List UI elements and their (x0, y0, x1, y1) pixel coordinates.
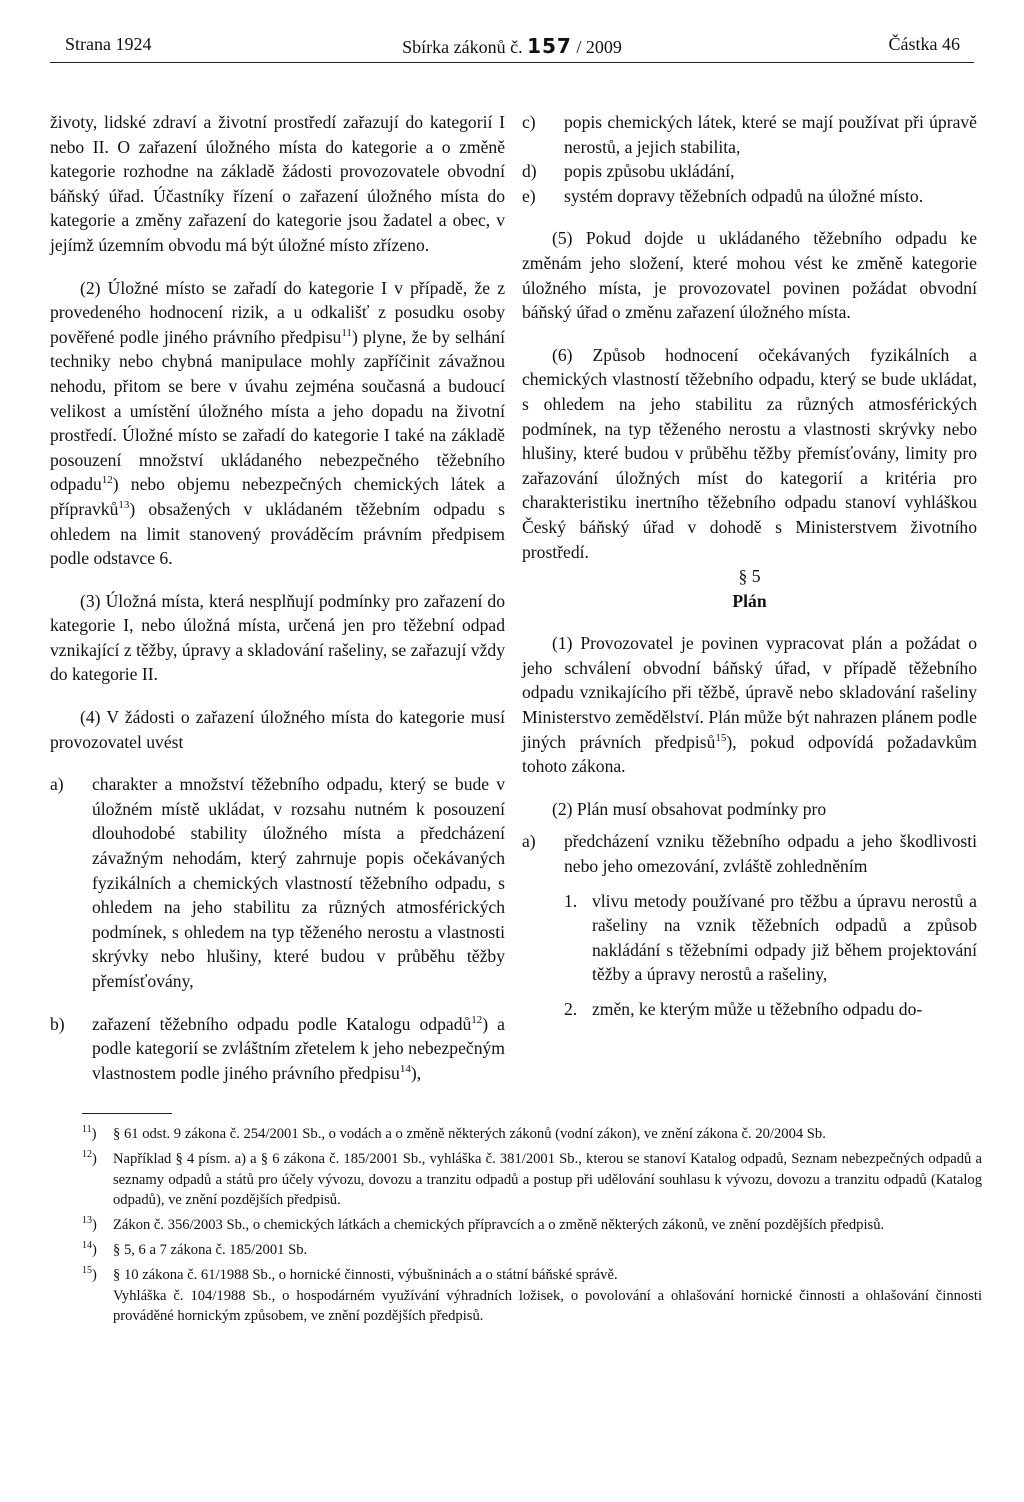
list-item-b (50, 1012, 505, 1086)
footnote-mark-number: 11 (82, 1124, 92, 1136)
list-item-text-a: zařazení těžebního odpadu podle Katalogu odpadů (92, 1013, 472, 1034)
list-item-text: předcházení vzniku těžebního odpadu a jeho škodlivosti nebo jeho omezování, zvláště zohledněním (564, 831, 977, 877)
paragraph-2 (50, 276, 505, 571)
list-item-label: e) (522, 185, 536, 206)
paragraph-2-text-a: (2) Úložné místo se zařadí do kategorie I v případě, že z provedeného hodnocení rizik, a u odkališť z posudku osoby pověřené podle jiného právního předpisu (50, 277, 505, 347)
paragraph-6: (6) Způsob hodnocení očekávaných fyzikálních a chemických vlastností těžebního odpadu, který se bude ukládat, s ohledem na jeho stabilitu za různých atmosférických podmínek, na typ těženého nerostu a vlastnosti skrývky nebo hlušiny, které budou v průběhu těžby přemísťovány, limity pro zařazování úložných míst do kategorií a kritéria pro charakteristiku inertního těžebního odpadu stanoví vyhláškou Český báňský úřad v dohodě s Ministerstvem životního prostředí. (522, 344, 977, 562)
sub-item-label: 2. (564, 999, 578, 1019)
footnote-text: Například § 4 písm. a) a § 6 zákona č. 185/2001 Sb., vyhláška č. 381/2001 Sb., kterou se stanoví Katalog odpadů, Seznam nebezpečných odpadů a seznamy odpadů a států pro účely vývozu, dovozu a tranzitu odpadů a postup při udělování souhlasu k vývozu, dovozu a tranzitu odpadů (Katalog odpadů), ve znění pozdějších předpisů. (113, 1150, 982, 1209)
paragraph-2-text-d: ) obsažených v ukládaném těžebním odpadu s ohledem na limit stanovený prováděcím právním předpisem podle odstavce 6. (50, 498, 505, 569)
section-paragraph-1 (522, 631, 977, 779)
footnote-text-line-2: Vyhláška č. 104/1988 Sb., o hospodárném využívání výhradních ložisek, o povolování a ohlašování hornické činnosti a ohlašování činnosti prováděné hornickým způsobem, ve znění pozdějších předpisů. (113, 1287, 982, 1325)
collection-title (50, 34, 974, 58)
footnote-mark-number: 13 (82, 1215, 92, 1227)
footnote-mark: $^{15}$) (82, 1264, 97, 1283)
paragraph-5: (5) Pokud dojde u ukládaného těžebního odpadu ke změnám jeho složení, které mohou vést ke změně kategorie úložného místa, je provozovatel povinen požádat obvodní báňský úřad o změnu zařazení úložného místa. (522, 228, 977, 323)
list-item-a (50, 772, 505, 993)
sub-item-label: 1. (564, 890, 578, 911)
sub-item-text: vlivu metody používané pro těžbu a úpravu nerostů a rašeliny na vznik těžebních odpadů a způsob nakládání s těžebními odpady již během projektování těžby a úpravy nerostů a rašeliny, (592, 890, 977, 985)
footnote-ref: 13 (118, 499, 130, 512)
law-number: 157 (527, 34, 572, 58)
section-paragraph-2: (2) Plán musí obsahovat podmínky pro (552, 798, 827, 819)
page-header (50, 30, 974, 63)
footnote-text: § 5, 6 a 7 zákona č. 185/2001 Sb. (113, 1241, 308, 1258)
list-item-d (522, 159, 977, 184)
paragraph-2-text-c: ) nebo objemu nebezpečných chemických látek a přípravků (50, 474, 505, 519)
footnote-mark-number: 14 (82, 1240, 92, 1252)
footnote-ref: 11 (341, 326, 352, 339)
footnote-mark: $^{13}$) (82, 1215, 97, 1234)
sub-item-1 (564, 889, 977, 987)
footnote-mark-number: 15 (82, 1264, 92, 1276)
list-item-label: a) (50, 774, 64, 795)
list-item-text: charakter a množství těžebního odpadu, který se bude v úložném místě ukládat, v rozsahu nutném k posouzení dlouhodobé stability úložného místa a předcházení závažným nehodám, který zahrnuje popis očekávaných fyzikálních a chemických vlastností těžebního odpadu, s ohledem na jeho stabilitu za různých atmosférických podmínek, s ohledem na typ těženého nerostu a vlastnosti skrývky nebo hlušiny, které budou v průběhu těžby přemísťovány, (92, 774, 505, 991)
footnote-14 (82, 1240, 982, 1261)
list-item-label: a) (522, 831, 536, 852)
section-title: Plán (732, 590, 767, 611)
sub-item-text: změn, ke kterým může u těžebního odpadu do- (592, 999, 923, 1019)
sub-item-2 (564, 997, 977, 1022)
section-paragraph-1-text-a: (1) Provozovatel je povinen vypracovat plán a požádat o jeho schválení obvodní báňský úřad, v případě těžebního odpadu vznikajícího při těžbě, úpravě nebo skladování rašeliny Ministerstvo zemědělství. Plán může být nahrazen plánem podle jiných právních předpisů (522, 633, 977, 752)
right-column (522, 110, 977, 1022)
paragraph-4: (4) V žádosti o zařazení úložného místa do kategorie musí provozovatel uvést (50, 707, 505, 752)
footnote-11 (82, 1124, 982, 1145)
footnote-text (113, 1265, 982, 1327)
list-item-text-c: ), (410, 1062, 422, 1083)
paragraph-3: (3) Úložná místa, která nesplňují podmínky pro zařazení do kategorie I, nebo úložná místa, určená jen pro těžební odpad vznikající z těžby, úpravy a skladování rašeliny, se zařazují vždy do kategorie II. (50, 590, 505, 685)
footnote-mark: $^{12}$) (82, 1148, 97, 1167)
paragraph-2-text-b: ) plyne, že by selhání techniky nebo chybná manipulace mohly zapříčinit závažnou nehodu, přitom se bere v úvahu zejména současná a budoucí velikost a umístění úložného místa a jeho dopadu na životní prostředí. Úložné místo se zařadí do kategorie I také na základě posouzení množství ukládaného nebezpečného těžebního odpadu (50, 326, 505, 495)
footnote-divider (82, 1113, 172, 1114)
footnote-12 (82, 1149, 982, 1211)
footnote-mark: $^{14}$) (82, 1240, 97, 1258)
list-item-label: c) (522, 112, 536, 132)
list-item-text: popis způsobu ukládání, (564, 161, 735, 182)
page-number: Strana 1924 (65, 34, 152, 54)
list-item-c (522, 110, 977, 159)
footnote-ref: 15 (715, 731, 727, 744)
list-item-text: systém dopravy těžebních odpadů na úložné místo. (564, 185, 924, 206)
list-item-text: popis chemických látek, které se mají používat při úpravě nerostů, a jejich stabilita, (564, 112, 977, 157)
section-number: § 5 (738, 566, 761, 587)
footnote-text: Zákon č. 356/2003 Sb., o chemických látkách a chemických přípravcích a o změně některých zákonů, ve znění pozdějších předpisů. (113, 1217, 885, 1234)
footnote-15 (82, 1265, 982, 1327)
section-list-item-a (522, 829, 977, 878)
paragraph-continuation: životy, lidské zdraví a životní prostředí zařazují do kategorií I nebo II. O zařazení úložného místa do kategorie a o změně kategorie rozhodne na základě žádosti provozovatele obvodní báňský úřad. Účastníky řízení o zařazení úložného místa do kategorie a změny zařazení do kategorie jsou žadatel a obec, v jejímž územním obvodu má být úložné místo zřízeno. (50, 112, 505, 255)
footnote-ref: 12 (101, 474, 113, 487)
collection-prefix: Sbírka zákonů č. (402, 37, 523, 57)
footnote-ref: 14 (399, 1062, 411, 1075)
footnote-13 (82, 1215, 982, 1236)
footnote-text-line-1: § 10 zákona č. 61/1988 Sb., o hornické činnosti, výbušninách a o státní báňské správě. (113, 1266, 618, 1283)
law-year: / 2009 (576, 37, 622, 57)
list-item-e (522, 184, 977, 209)
section-paragraph-1-text-b: ), pokud odpovídá požadavkům tohoto zákona. (522, 731, 977, 777)
footnote-mark-number: 12 (82, 1148, 92, 1160)
list-item-text (92, 1012, 505, 1086)
footnotes (82, 1124, 982, 1331)
footnote-ref: 12 (471, 1013, 483, 1026)
footnote-mark: $^{11}$) (82, 1124, 97, 1142)
footnote-text: § 61 odst. 9 zákona č. 254/2001 Sb., o vodách a o změně některých zákonů (vodní zákon), ve znění zákona č. 20/2004 Sb. (113, 1126, 826, 1142)
list-item-label: b) (50, 1013, 65, 1034)
list-item-label: d) (522, 161, 537, 182)
list-item-text-b: ) a podle kategorií se zvláštním zřetelem k jeho nebezpečným vlastnostem podle jiného právního předpisu (92, 1013, 505, 1083)
part-number: Částka 46 (888, 34, 960, 54)
left-column (50, 110, 505, 1085)
